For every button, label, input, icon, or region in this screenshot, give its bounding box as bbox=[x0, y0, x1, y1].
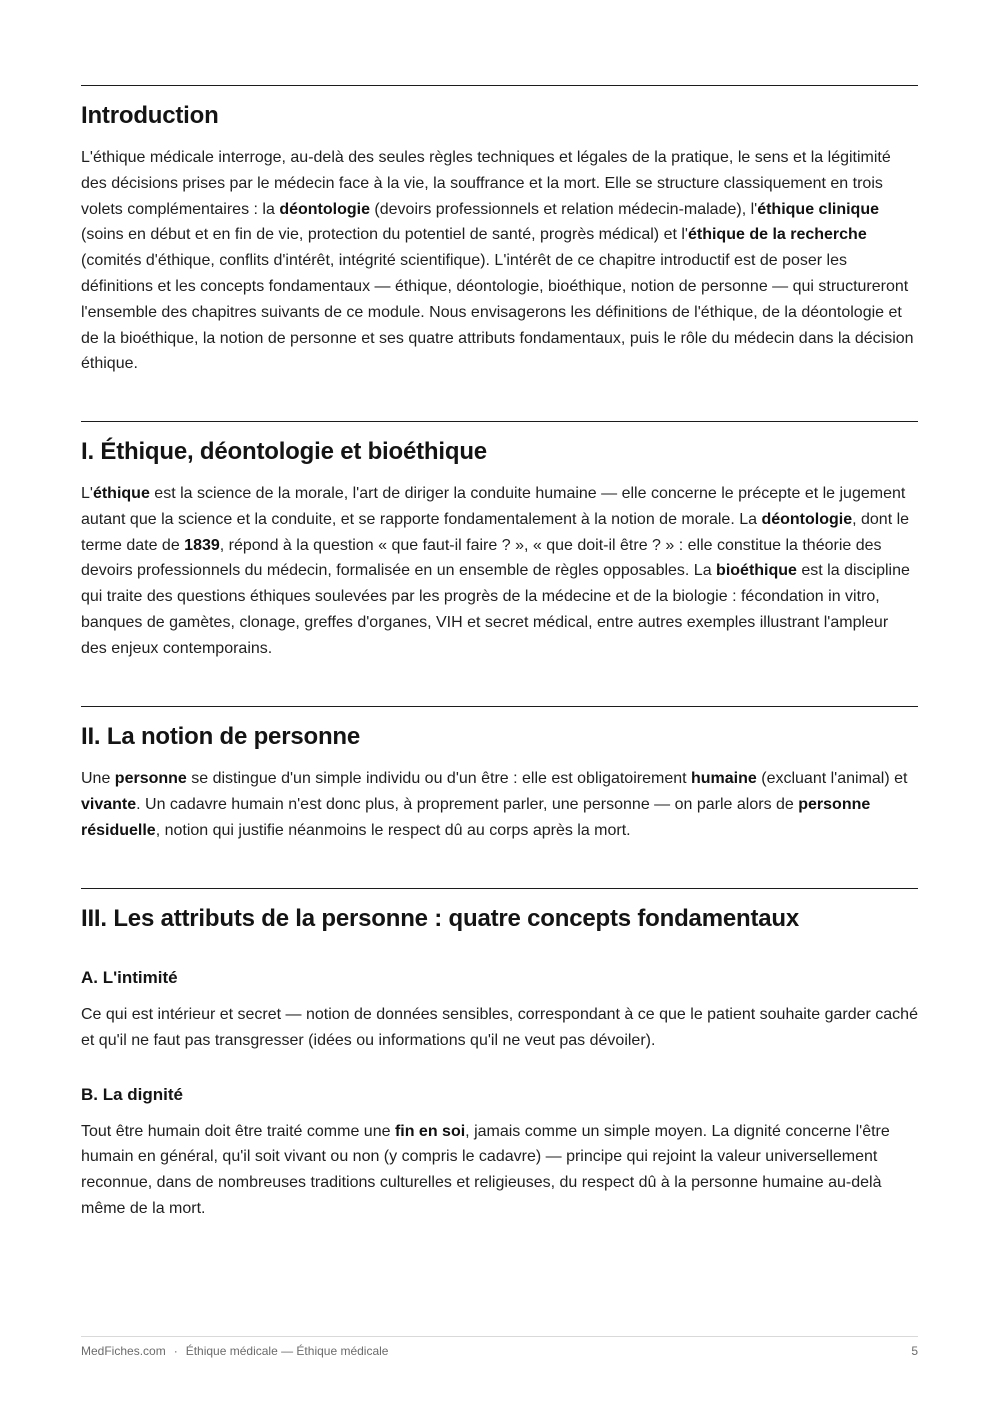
bold-term: personne bbox=[114, 770, 187, 787]
footer-separator: · bbox=[173, 1344, 178, 1358]
footer-breadcrumb: Éthique médicale — Éthique médicale bbox=[185, 1344, 389, 1358]
section-notion-personne bbox=[81, 706, 918, 843]
section-paragraph bbox=[81, 481, 918, 662]
text-span: (devoirs professionnels et relation médecin-malade), l' bbox=[369, 200, 758, 218]
section-title: III. Les attributs de la personne : quatre concepts fondamentaux bbox=[81, 905, 800, 932]
bold-term: 1839 bbox=[184, 536, 220, 554]
section-attributs-personne bbox=[81, 888, 918, 1222]
section-introduction bbox=[81, 85, 918, 377]
text-span: est la science de la morale, l'art de diriger la conduite humaine — elle concerne le précepte et le jugement autant que la science et la conduite, et se rapporte fondamentalement à la notion de morale. La bbox=[81, 485, 906, 528]
text-span: (excluant l'animal) et bbox=[756, 770, 908, 787]
section-title: II. La notion de personne bbox=[81, 723, 361, 750]
page-footer bbox=[81, 1336, 918, 1358]
subsection-paragraph bbox=[81, 1119, 918, 1222]
section-ethique-deontologie bbox=[81, 421, 918, 662]
bold-term: humaine bbox=[691, 770, 757, 787]
section-paragraph bbox=[81, 766, 918, 843]
bold-term: déontologie bbox=[761, 510, 853, 528]
text-span: est la discipline qui traite des questions éthiques soulevées par les progrès de la médecine et de la biologie : fécondation in vitro, banques de gamètes, clonage, greffes d'organes, VIH et secret médical, entre autres exemples illustrant l'ampleur des enjeux contemporains. bbox=[81, 562, 910, 657]
footer-site-name: MedFiches.com bbox=[81, 1344, 166, 1358]
text-span: , notion qui justifie néanmoins le respect dû au corps après la mort. bbox=[155, 821, 631, 839]
bold-term: déontologie bbox=[279, 200, 370, 218]
text-span: , jamais comme un simple moyen. La dignité concerne l'être humain en général, qu'il soit vivant ou non (y compris le cadavre) — principe qui rejoint la valeur universellement reconnue, dans de nombreuses traditions culturelles et religieuses, du respect dû à la personne humaine au-delà même de la mort. bbox=[81, 1122, 890, 1217]
text-span: L' bbox=[81, 485, 93, 502]
section-title: Introduction bbox=[81, 102, 219, 129]
text-span: se distingue d'un simple individu ou d'un être : elle est obligatoirement bbox=[186, 770, 691, 787]
text-span: (soins en début et en fin de vie, protection du potentiel de santé, progrès médical) et l' bbox=[81, 226, 688, 244]
text-span: Une bbox=[81, 770, 115, 787]
intro-paragraph bbox=[81, 145, 918, 377]
subsection-paragraph: Ce qui est intérieur et secret — notion de données sensibles, correspondant à ce que le patient souhaite garder caché et qu'il ne faut pas transgresser (idées ou informations qu'il ne veut pas dévoiler). bbox=[81, 1006, 918, 1049]
bold-term: éthique clinique bbox=[757, 200, 879, 218]
bold-term: fin en soi bbox=[394, 1122, 466, 1140]
subsection-title: B. La dignité bbox=[81, 1084, 183, 1104]
text-span: . Un cadavre humain n'est donc plus, à proprement parler, une personne — on parle alors de bbox=[136, 795, 799, 813]
footer-left bbox=[81, 1344, 388, 1358]
text-span: , dont le terme date de bbox=[81, 510, 910, 554]
bold-term: personne résiduelle bbox=[81, 795, 871, 839]
bold-term: vivante bbox=[81, 795, 137, 813]
text-span: (comités d'éthique, conflits d'intérêt, intégrité scientifique). L'intérêt de ce chapitre introductif est de poser les définitions et les concepts fondamentaux — éthique, déontologie, bioéthique, notion de personne — qui structureront l'ensemble des chapitres suivants de ce module. Nous envisagerons les définitions de l'éthique, de la déontologie et de la bioéthique, la notion de personne et ses quatre attributs fondamentaux, puis le rôle du médecin dans la décision éthique. bbox=[81, 252, 914, 373]
text-span: L'éthique médicale interroge, au-delà des seules règles techniques et légales de la pratique, le sens et la légitimité des décisions prises par le médecin face à la vie, la souffrance et la mort. Elle se structure classiquement en trois volets complémentaires : la bbox=[81, 149, 891, 218]
bold-term: éthique de la recherche bbox=[687, 226, 867, 244]
page-number: 5 bbox=[911, 1344, 918, 1358]
text-span: Tout être humain doit être traité comme une bbox=[81, 1122, 395, 1140]
bold-term: bioéthique bbox=[716, 562, 797, 580]
text-span: , répond à la question « que faut-il faire ? », « que doit-il être ? » : elle constitue la théorie des devoirs professionnels du médecin, formalisée en un ensemble de règles opposables. La bbox=[81, 536, 882, 580]
subsection-title: A. L'intimité bbox=[81, 968, 178, 987]
section-title: I. Éthique, déontologie et bioéthique bbox=[81, 438, 487, 465]
bold-term: éthique bbox=[92, 485, 150, 502]
